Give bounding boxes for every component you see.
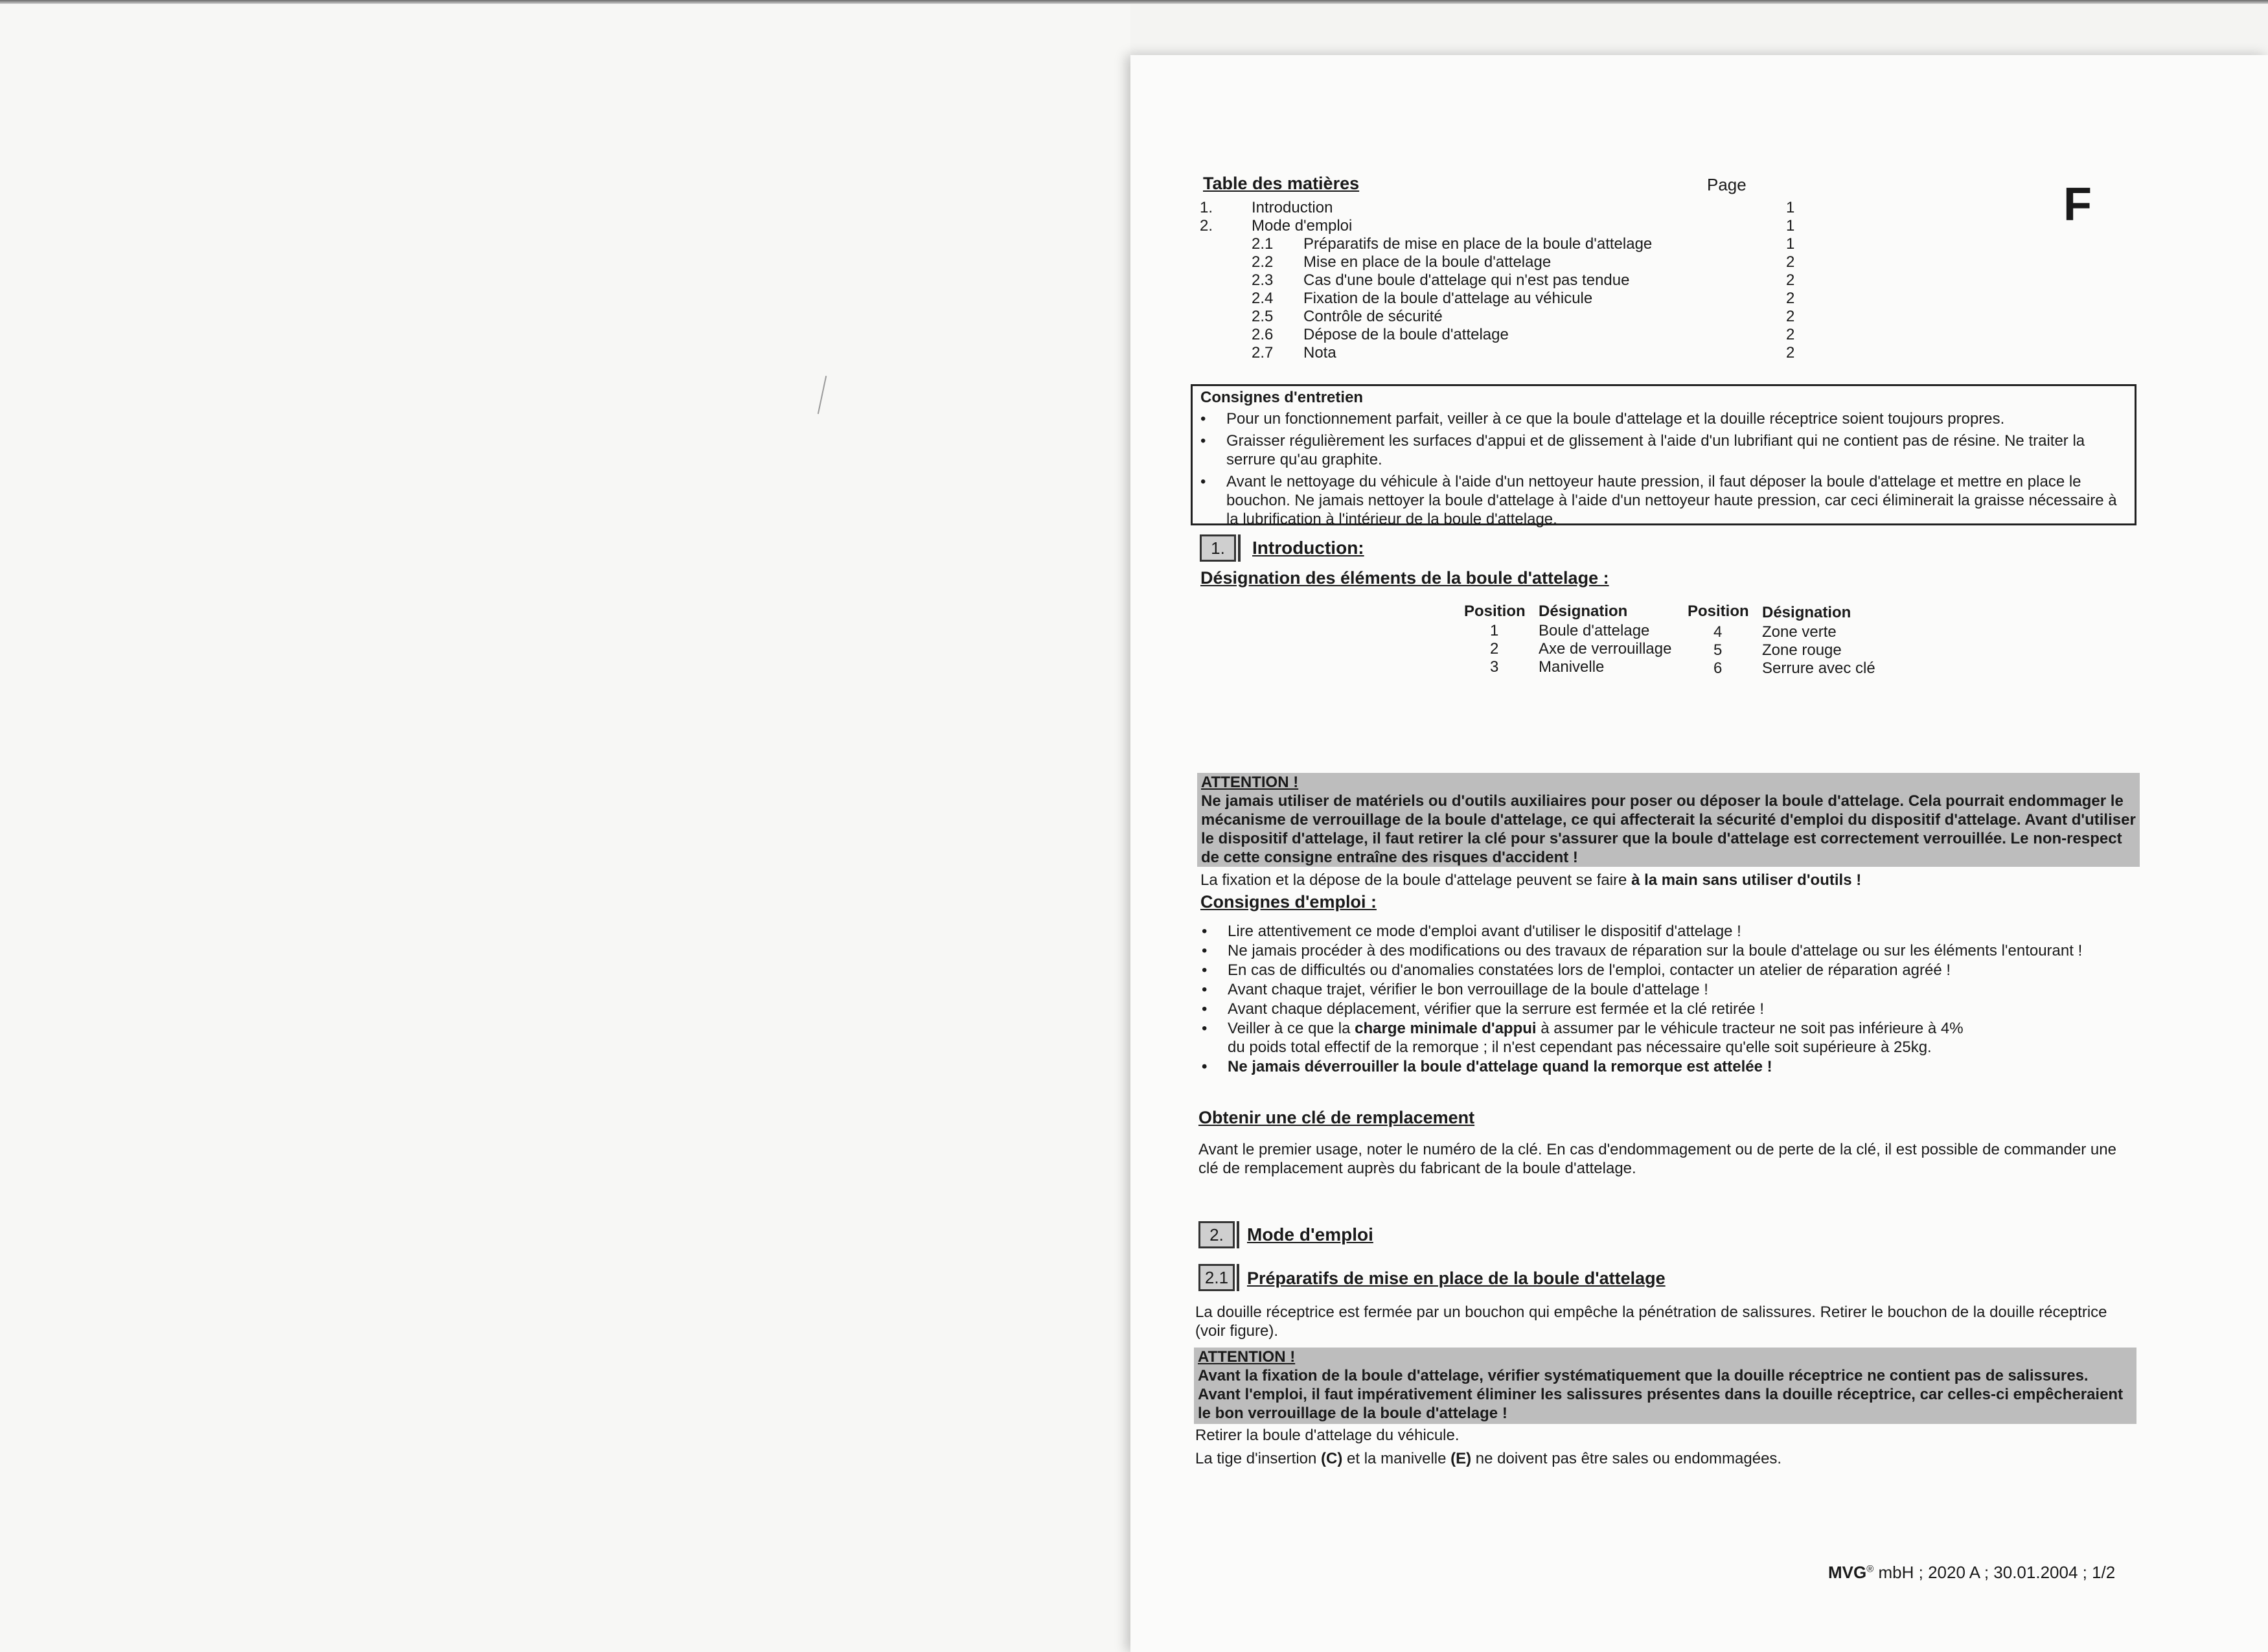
list-item: • Avant chaque trajet, vérifier le bon verrouillage de la boule d'attelage !: [1195, 980, 2135, 999]
toc-row: 2.3 Cas d'une boule d'attelage qui n'est pas tendue 2: [1252, 271, 1795, 289]
list-item: • Ne jamais déverrouiller la boule d'attelage quand la remorque est attelée !: [1195, 1057, 2135, 1076]
section-heading: Mode d'emploi: [1247, 1224, 1373, 1245]
list-item: • Pour un fonctionnement parfait, veiller à ce que la boule d'attelage et la douille réceptrice soient toujours propres.: [1194, 409, 2127, 428]
designation-heading: Désignation des éléments de la boule d'attelage :: [1200, 568, 1609, 588]
maintenance-list: [1194, 409, 2127, 532]
table-cell: 5: [1713, 641, 1723, 659]
list-item: • En cas de difficultés ou d'anomalies constatées lors de l'emploi, contacter un atelier de réparation agréé !: [1195, 961, 2135, 980]
toc-row: 2.4 Fixation de la boule d'attelage au véhicule 2: [1252, 290, 1795, 307]
attention-title: ATTENTION !: [1198, 1348, 1296, 1366]
toc-row: 2.5 Contrôle de sécurité 2: [1252, 308, 1795, 325]
usage-heading: Consignes d'emploi :: [1200, 892, 1377, 912]
document-page: [1130, 55, 2268, 1652]
section-heading: Introduction:: [1252, 538, 1364, 558]
table-cell: Serrure avec clé: [1762, 660, 1875, 677]
section-text: La douille réceptrice est fermée par un bouchon qui empêche la pénétration de salissures. Retirer le bouchon de la douille réceptrice (voir figure).: [1195, 1303, 2107, 1340]
section-number-box: 2.1: [1198, 1264, 1235, 1291]
key-heading: Obtenir une clé de remplacement: [1198, 1108, 1475, 1127]
col-header: Désignation: [1762, 604, 1851, 621]
toc-row: 2.7 Nota 2: [1252, 344, 1795, 361]
table-cell: 3: [1490, 658, 1499, 676]
left-blank-page: [0, 0, 1130, 1652]
list-item: • Ne jamais procéder à des modifications ou des travaux de réparation sur la boule d'attelage ou sur les éléments l'entourant !: [1195, 941, 2135, 960]
toc-page-header: Page: [1707, 175, 1747, 194]
after-line-1: Retirer la boule d'attelage du véhicule.: [1195, 1427, 1460, 1444]
section-number-box: 2.: [1198, 1221, 1235, 1248]
attention-text: Avant la fixation de la boule d'attelage, vérifier systématiquement que la douille réceptrice ne contient pas de salissures. Avant l'emploi, il faut impérativement éliminer les salissures présentes dans la douille réceptrice, car celles-ci empêcheraient le bon verrouillage de la boule d'attelage !: [1198, 1367, 2124, 1422]
list-item: • Avant chaque déplacement, vérifier que la serrure est fermée et la clé retirée !: [1195, 1000, 2135, 1018]
col-header: Désignation: [1539, 602, 1628, 620]
section-heading: Préparatifs de mise en place de la boule d'attelage: [1247, 1268, 1666, 1288]
table-cell: Zone rouge: [1762, 641, 1842, 659]
toc-row: 2.1 Préparatifs de mise en place de la boule d'attelage 1: [1252, 235, 1795, 253]
usage-list: [1195, 922, 2135, 1077]
table-cell: 2: [1490, 640, 1499, 658]
table-cell: Zone verte: [1762, 623, 1837, 641]
maintenance-box: [1191, 384, 2136, 528]
after-line-2: La tige d'insertion (C) et la manivelle (E) ne doivent pas être sales ou endommagées.: [1195, 1450, 1782, 1467]
toc-row: 2.6 Dépose de la boule d'attelage 2: [1252, 326, 1795, 343]
list-item: • Lire attentivement ce mode d'emploi avant d'utiliser le dispositif d'attelage !: [1195, 922, 2135, 941]
toc-row: 2. Mode d'emploi 1: [1200, 217, 1795, 235]
table-cell: Manivelle: [1539, 658, 1605, 676]
table-cell: Boule d'attelage: [1539, 622, 1650, 639]
col-header: Position: [1688, 602, 1749, 620]
list-item: • Avant le nettoyage du véhicule à l'aide d'un nettoyeur haute pression, il faut déposer la boule d'attelage et mettre en place le bouchon. Ne jamais nettoyer la boule d'attelage à l'aide d'un nettoyeur haute pression, car ceci éliminerait la graisse nécessaire à la lubrification à l'intérieur de la boule d'attelage.: [1194, 472, 2127, 529]
col-header: Position: [1464, 602, 1526, 620]
table-cell: 1: [1490, 622, 1499, 639]
maintenance-title: Consignes d'entretien: [1200, 389, 1364, 406]
toc-row: 1. Introduction 1: [1200, 199, 1795, 216]
hand-note: La fixation et la dépose de la boule d'attelage peuvent se faire à la main sans utiliser d'outils !: [1200, 871, 1862, 889]
footer: MVG® mbH ; 2020 A ; 30.01.2004 ; 1/2: [1828, 1563, 2116, 1582]
scan-top-edge: [0, 0, 2268, 4]
attention-box: [1194, 1348, 2136, 1424]
language-letter: F: [2063, 179, 2092, 231]
list-item: • Graisser régulièrement les surfaces d'appui et de glissement à l'aide d'un lubrifiant qui ne contient pas de résine. Ne traiter la serrure qu'au graphite.: [1194, 431, 2127, 469]
section-number-box: 1.: [1200, 534, 1236, 562]
toc-row: 2.2 Mise en place de la boule d'attelage 2: [1252, 253, 1795, 271]
table-cell: 4: [1713, 623, 1723, 641]
list-item: • Veiller à ce que la charge minimale d'appui à assumer par le véhicule tracteur ne soit pas inférieure à 4% du poids total effectif de la remorque ; il n'est cependant pas nécessaire qu'elle soit supérieure à 25kg.: [1195, 1019, 2135, 1057]
attention-box: [1197, 773, 2140, 867]
table-cell: Axe de verrouillage: [1539, 640, 1672, 658]
table-cell: 6: [1713, 660, 1723, 677]
toc-title: Table des matières: [1203, 174, 1360, 193]
attention-text: Ne jamais utiliser de matériels ou d'outils auxiliaires pour poser ou déposer la boule d'attelage. Cela pourrait endommager le mécanisme de verrouillage de la boule d'attelage, ce qui affecterait la sécurité d'emploi du dispositif d'attelage. Avant d'utiliser le dispositif d'attelage, il faut retirer la clé pour s'assurer que la boule d'attelage est correctement verrouillée. Le non-respect de cette consigne entraîne des risques d'accident !: [1201, 792, 2136, 866]
key-text: Avant le premier usage, noter le numéro de la clé. En cas d'endommagement ou de perte de la clé, il est possible de commander une clé de remplacement auprès du fabricant de la boule d'attelage.: [1198, 1141, 2116, 1177]
attention-title: ATTENTION !: [1201, 774, 1299, 791]
